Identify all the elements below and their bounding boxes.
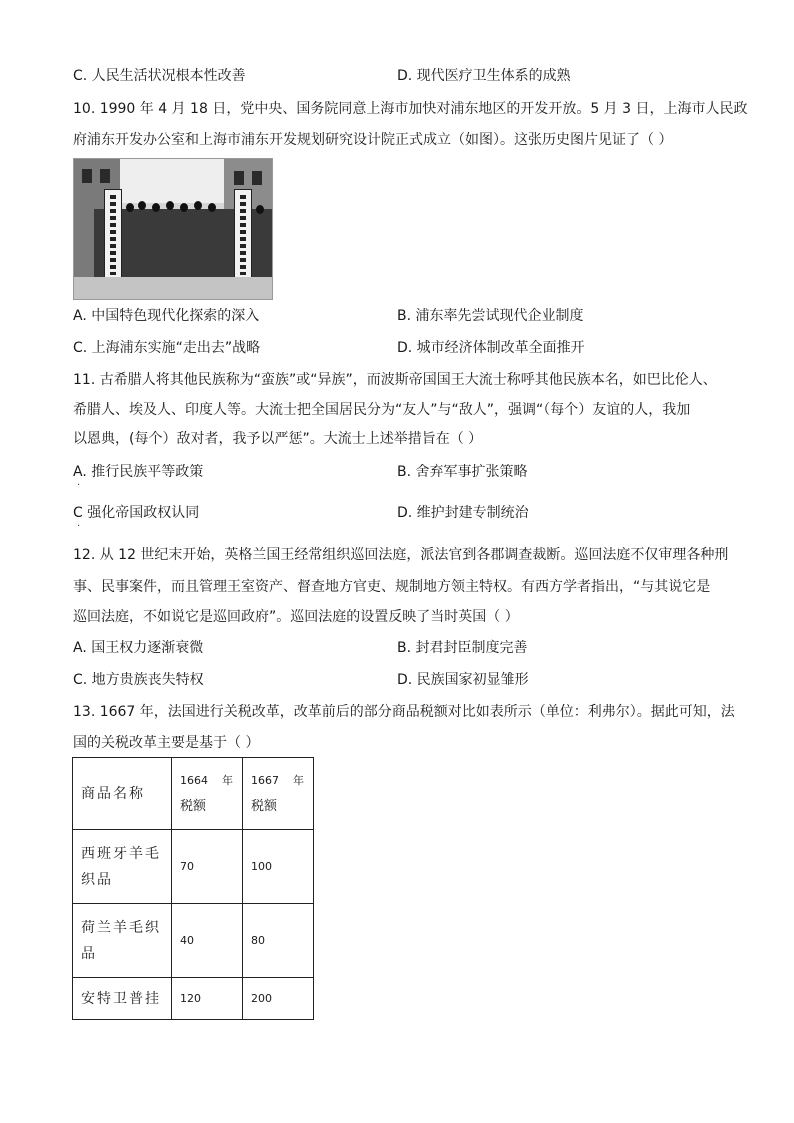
- scan-mark: ·: [77, 480, 81, 491]
- q11-stem-line-1: 11. 古希腊人将其他民族称为“蛮族”或“异族”，而波斯帝国国王大流士称呼其他民族本名，如巴比伦人、: [73, 372, 717, 388]
- q11-stem-line-3: 以恩典，(每个）敌对者，我予以严惩”。大流士上述举措旨在（ ）: [73, 431, 483, 447]
- cell-name: 安特卫普挂: [73, 978, 172, 1020]
- table-header-row: [73, 758, 314, 830]
- q11-option-b: B. 舍弃军事扩张策略: [397, 464, 528, 480]
- q13-stem-line-1: 13. 1667 年，法国进行关税改革，改革前后的部分商品税额对比如表所示（单位：利弗尔）。据此可知，法: [73, 704, 735, 720]
- signboard-right: [234, 189, 252, 283]
- cell-1667: 200: [243, 978, 314, 1020]
- q9-option-c: C. 人民生活状况根本性改善: [73, 68, 246, 84]
- q12-option-b: B. 封君封臣制度完善: [397, 640, 528, 656]
- q10-stem-line-1: 10. 1990 年 4 月 18 日，党中央、国务院同意上海市加快对浦东地区的开发开放。5 月 3 日，上海市人民政: [73, 101, 748, 117]
- header-cell-1667: 1667 年 税额: [243, 758, 314, 830]
- table-row: [73, 904, 314, 978]
- cell-1664: 40: [172, 904, 243, 978]
- q11-option-d: D. 维护封建专制统治: [397, 505, 529, 521]
- cell-1664: 70: [172, 830, 243, 904]
- cell-1667: 80: [243, 904, 314, 978]
- q11-stem-line-2: 希腊人、埃及人、印度人等。大流士把全国居民分为“友人”与“敌人”，强调“（每个）友谊的人，我加: [73, 402, 691, 418]
- q9-option-d: D. 现代医疗卫生体系的成熟: [397, 68, 571, 84]
- cell-1667: 100: [243, 830, 314, 904]
- q10-option-a: A. 中国特色现代化探索的深入: [73, 308, 260, 324]
- table-row: [73, 978, 314, 1020]
- q12-option-d: D. 民族国家初显雏形: [397, 672, 529, 688]
- cell-name: 荷兰羊毛织 品: [73, 904, 172, 978]
- header-cell-name: 商品名称: [73, 758, 172, 830]
- tax-comparison-table: [72, 757, 314, 1020]
- signboard-left: [104, 189, 122, 283]
- q12-stem-line-2: 事、民事案件，而且管理王室资产、督查地方官吏、规制地方领主特权。有西方学者指出，“与其说它是: [73, 579, 711, 595]
- q10-option-d: D. 城市经济体制改革全面推开: [397, 340, 585, 356]
- cell-1664: 120: [172, 978, 243, 1020]
- q10-stem-line-2: 府浦东开发办公室和上海市浦东开发规划研究设计院正式成立（如图）。这张历史图片见证了（ ）: [73, 132, 673, 148]
- q13-stem-line-2: 国的关税改革主要是基于（ ）: [73, 735, 260, 751]
- q10-historical-photo: [73, 158, 273, 300]
- q11-option-c: C 强化帝国政权认同: [73, 505, 200, 521]
- q10-option-b: B. 浦东率先尝试现代企业制度: [397, 308, 584, 324]
- q11-option-a: A. 推行民族平等政策: [73, 464, 204, 480]
- q12-option-a: A. 国王权力逐渐衰微: [73, 640, 204, 656]
- scan-mark: ·: [77, 521, 81, 532]
- q12-stem-line-3: 巡回法庭，不如说它是巡回政府”。巡回法庭的设置反映了当时英国（ ）: [73, 609, 519, 625]
- q12-option-c: C. 地方贵族丧失特权: [73, 672, 204, 688]
- q10-option-c: C. 上海浦东实施“走出去”战略: [73, 340, 261, 356]
- cell-name: 西班牙羊毛 织品: [73, 830, 172, 904]
- table-row: [73, 830, 314, 904]
- header-cell-1664: 1664 年 税额: [172, 758, 243, 830]
- q12-stem-line-1: 12. 从 12 世纪末开始，英格兰国王经常组织巡回法庭，派法官到各郡调查裁断。巡回法庭不仅审理各种刑: [73, 547, 729, 563]
